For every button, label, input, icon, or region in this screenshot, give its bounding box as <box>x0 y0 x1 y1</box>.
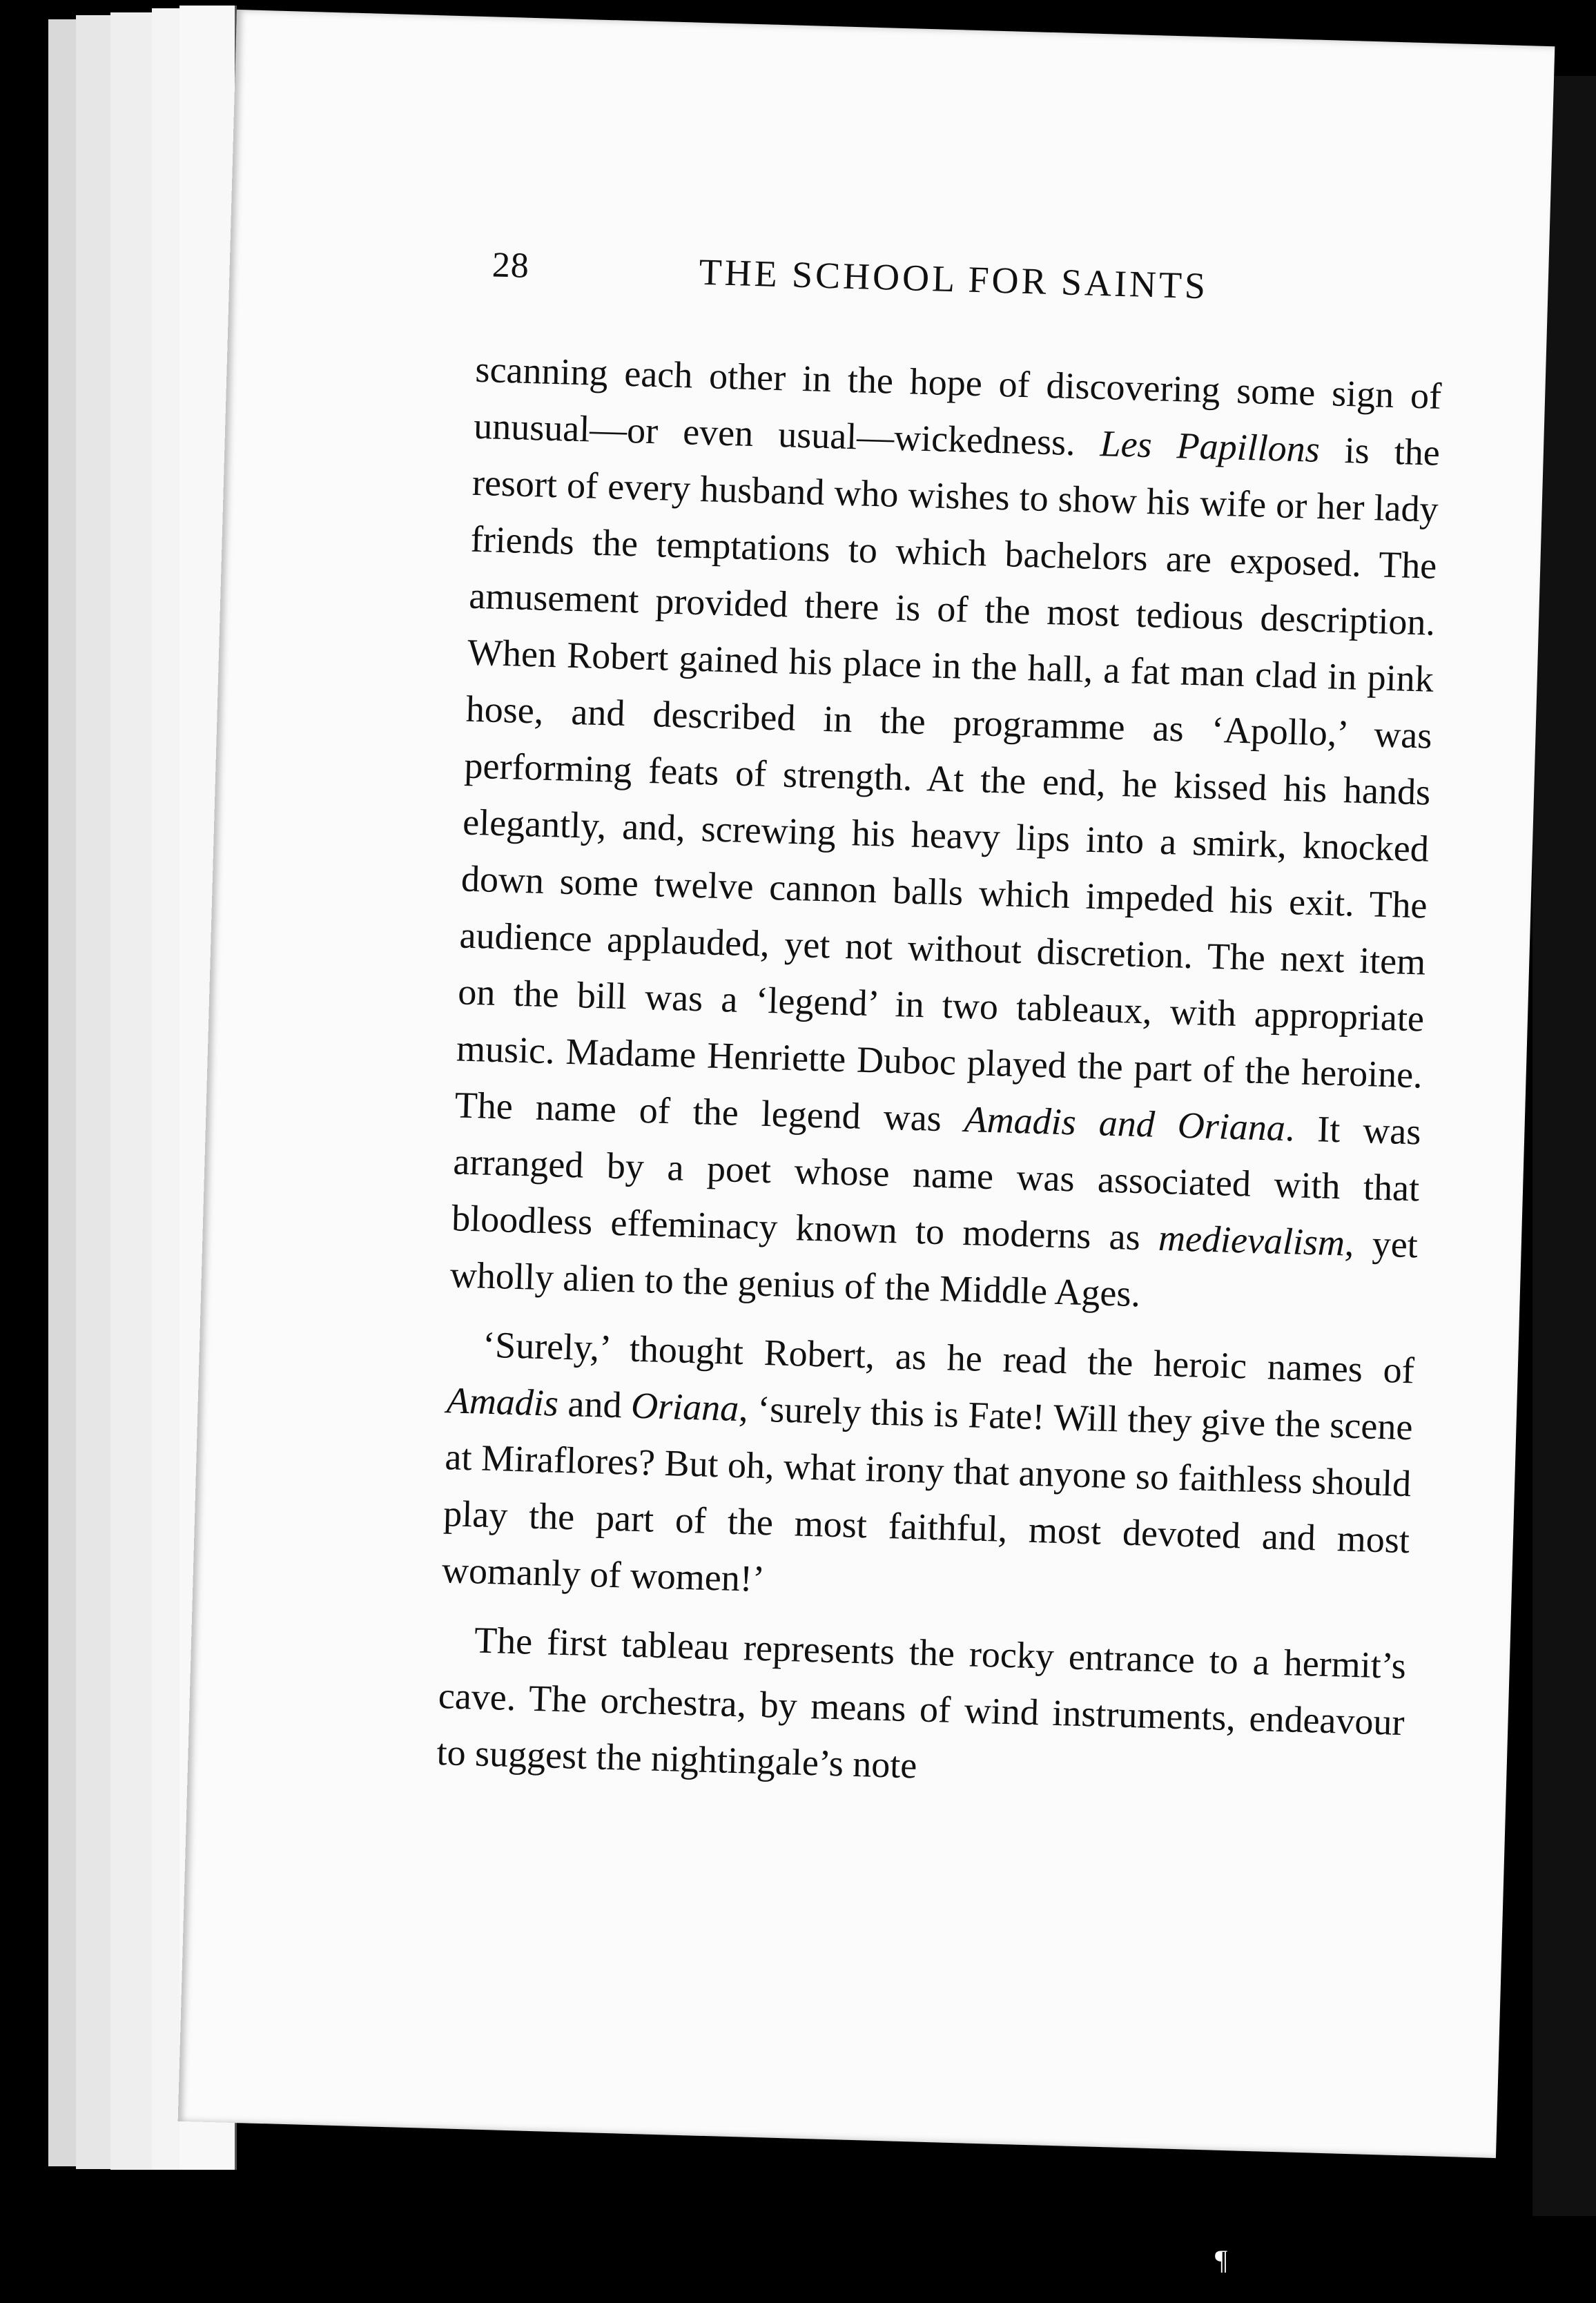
text-run: scanning each other in the hope of discovering some sign of unusual—or even usual—wickedness. <box>473 348 1442 465</box>
paragraph <box>436 1611 1407 1807</box>
text-run: and <box>558 1382 632 1426</box>
italic-text: Oriana <box>630 1384 740 1430</box>
text-run: ‘Surely,’ thought Robert, as he read the heroic names of <box>482 1323 1415 1392</box>
running-head: THE SCHOOL FOR SAINTS <box>698 251 1209 307</box>
italic-text: medievalism <box>1158 1216 1345 1264</box>
italic-text: Amadis and Oriana <box>964 1098 1286 1149</box>
book-page <box>178 10 1555 2158</box>
italic-text: Amadis <box>446 1379 559 1424</box>
text-run: , ‘surely this is Fate! Will they give the scene at Miraflores? But oh, what irony that anyone so faithless should play the part of the most faithful, most devoted and most womanly of women!’ <box>441 1388 1414 1600</box>
paragraph <box>449 341 1442 1330</box>
page-number: 28 <box>492 245 530 286</box>
page-header <box>491 244 1472 334</box>
text-run: The first tableau represents the rocky entrance to a hermit’s cave. The orchestra, by means of wind instruments, endeavour to suggest the nightingale’s note <box>436 1619 1407 1787</box>
pilcrow-mark: ¶ <box>1215 2244 1228 2275</box>
body-text <box>436 341 1443 1807</box>
text-run: is the resort of every husband who wishes to show his wife or her lady friends the temptations to which bachelors are exposed. The amusement provided there is of the most tedious description. When Robert gained his place in the hall, a fat man clad in pink hose, and described in the programme as ‘Apollo,’ was performing feats of strength. At the end, he kissed his hands elegantly, and, screwing his heavy lips into a smirk, knocked down some twelve cannon balls which impeded his exit. The audience applauded, yet not without discretion. The next item on the bill was a ‘legend’ in two tableaux, with appropriate music. Madame Henriette Duboc played the part of the heroine. The name of the legend was <box>454 428 1441 1140</box>
text-run: , yet wholly alien to the genius of the Middle Ages. <box>449 1222 1419 1315</box>
paragraph <box>441 1315 1415 1625</box>
italic-text: Les Papillons <box>1099 422 1321 470</box>
text-run: . It was arranged by a poet whose name was associated with that bloodless effeminacy known to moderns as <box>451 1107 1422 1259</box>
